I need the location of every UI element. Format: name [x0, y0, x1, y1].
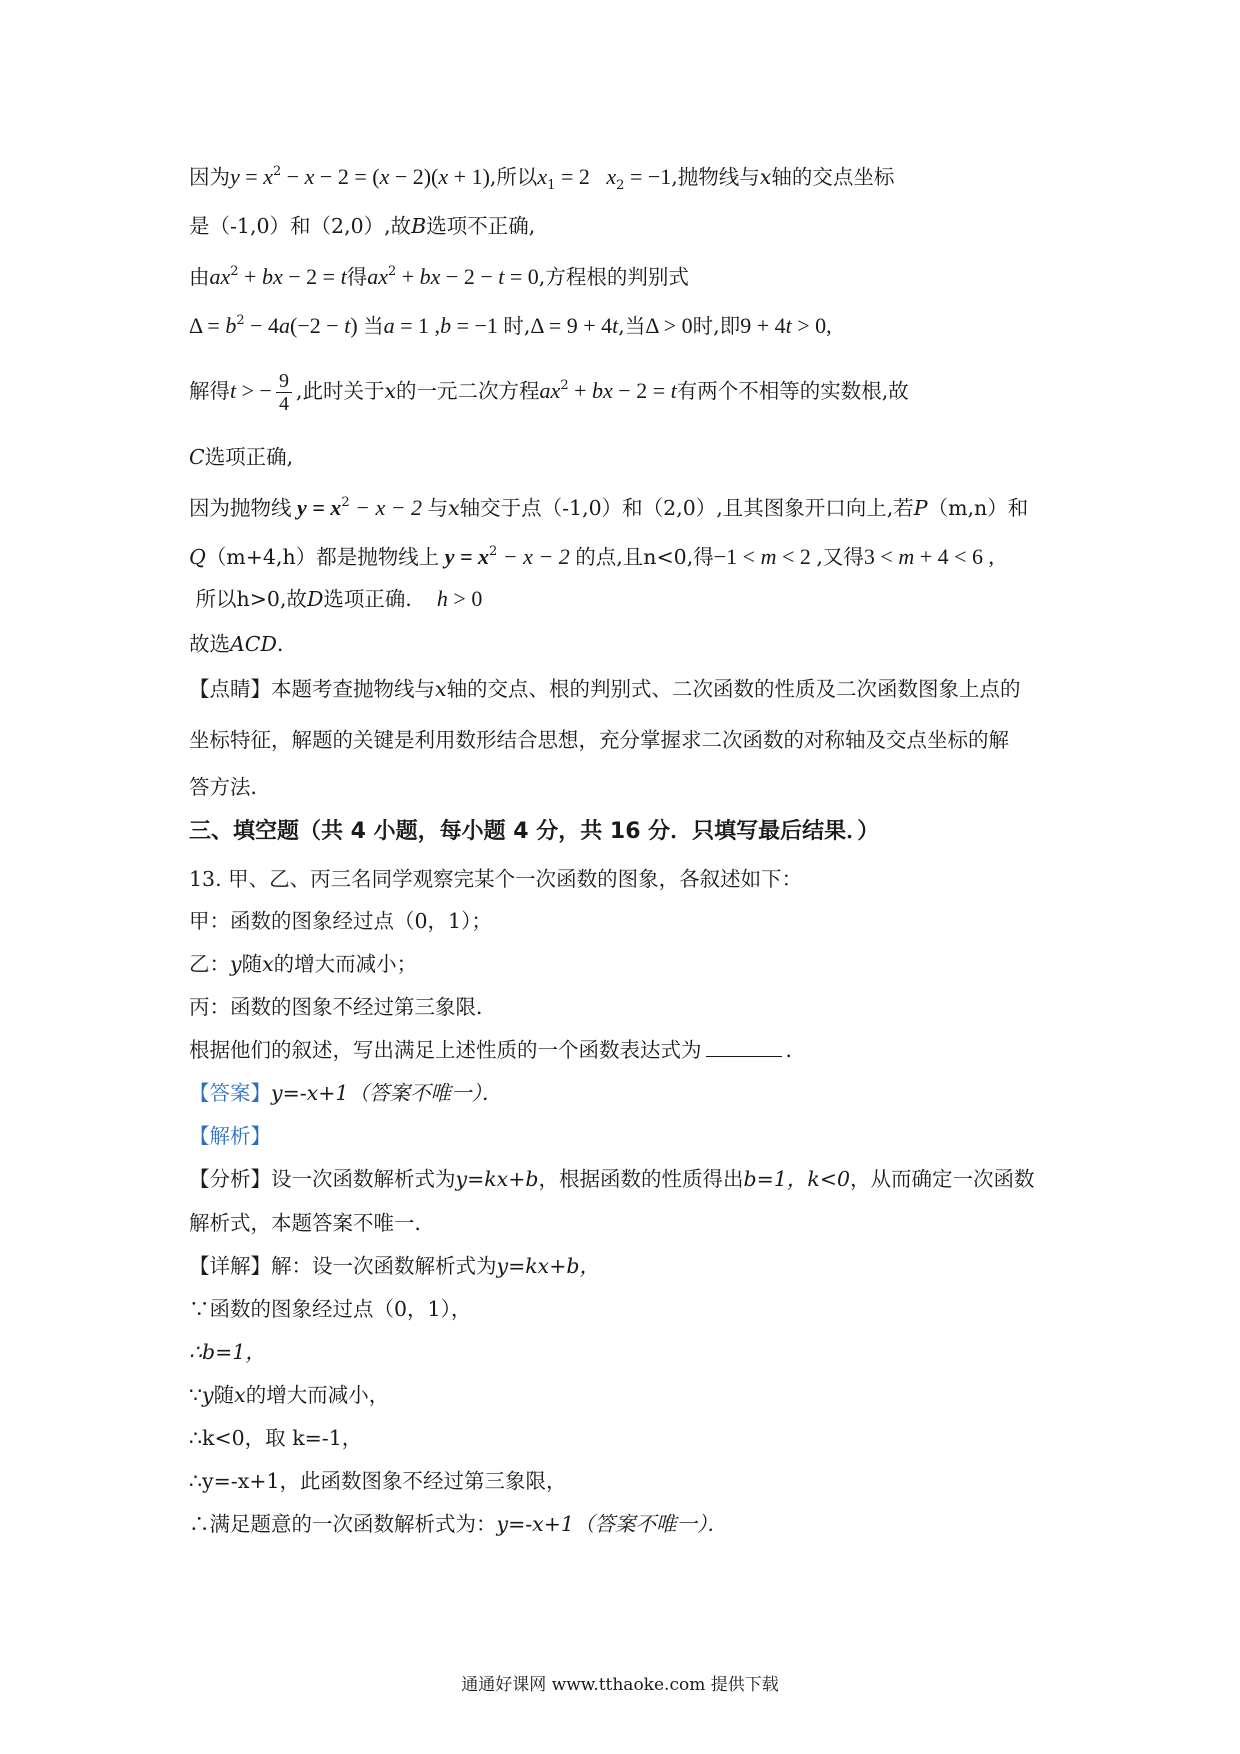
step-2	[189, 1338, 1059, 1366]
math-expr: t	[612, 313, 619, 338]
text: ．	[276, 632, 298, 656]
math-expr: 2	[616, 178, 625, 193]
math-expr: 2	[489, 544, 498, 559]
math-expr: b	[225, 313, 237, 338]
answer-label: 【答案】	[189, 1081, 271, 1105]
math-expr: −	[281, 164, 305, 189]
math-expr: t	[498, 264, 505, 289]
step-4	[189, 1424, 1059, 1452]
text: 时,	[503, 314, 531, 338]
text: 三、填空题（共 4 小题，每小题 4 分，共 16 分．只填写最后结果．）	[189, 819, 880, 844]
solution-line-3	[189, 258, 1059, 291]
text: x	[262, 952, 274, 976]
fenxi-line-2	[189, 1209, 1059, 1237]
math-expr: − 2 = (	[314, 164, 380, 189]
text: ∴y=-x+1，此函数图象不经过第三象限，	[189, 1469, 567, 1493]
text: x	[759, 165, 772, 189]
math-expr: 2	[387, 264, 397, 279]
question-13	[189, 865, 1059, 893]
step-5	[189, 1467, 1059, 1495]
text: x	[234, 1383, 246, 1407]
text: ．	[785, 1038, 806, 1062]
math-expr: y = x	[439, 544, 490, 569]
math-expr: +	[568, 378, 593, 403]
math-expr: 2	[230, 264, 239, 279]
math-expr: > 0	[447, 586, 483, 611]
text: 的点,且	[575, 545, 644, 569]
text: ,所以	[489, 165, 538, 189]
math-expr: t	[230, 378, 237, 403]
statement-yi	[189, 950, 1059, 978]
math-expr: bx	[261, 264, 283, 289]
text: ∵函数的图象经过点（0，1），	[189, 1297, 472, 1321]
solution-line-1	[189, 158, 1059, 200]
solution-line-6	[189, 443, 1059, 471]
text: 因为	[189, 165, 230, 189]
text: 选项不正确,	[426, 214, 536, 238]
math-expr: Δ > 0	[645, 313, 693, 338]
math-expr: ax	[209, 264, 231, 289]
math-expr: 2	[560, 378, 569, 393]
text: 【点睛】本题考查抛物线与	[189, 677, 435, 701]
text: 的增大而减小，	[245, 1383, 390, 1407]
math-expr: Δ = 9 + 4	[530, 313, 613, 338]
text: y	[202, 1383, 214, 1407]
math-expr: x	[438, 164, 449, 189]
math-expr: bx	[592, 378, 613, 403]
math-expr: x	[304, 164, 315, 189]
math-expr: =	[239, 164, 264, 189]
text: P	[913, 496, 928, 520]
text: y=-x+1（答案不唯一）．	[496, 1512, 728, 1536]
text: D	[306, 587, 324, 611]
text: 甲：函数的图象经过点（0，1）；	[189, 909, 492, 933]
step-6	[189, 1510, 1059, 1538]
math-expr: ax	[367, 264, 388, 289]
answer-blank	[706, 1038, 782, 1057]
math-expr: 3 <	[863, 544, 899, 569]
text: 时,即	[692, 314, 741, 338]
step-1	[189, 1295, 1059, 1323]
math-expr: +	[238, 264, 262, 289]
text: y=kx+b	[455, 1167, 539, 1191]
math-expr: 2	[236, 313, 245, 328]
text: ，从而确定一次函数	[850, 1167, 1035, 1191]
solution-line-9	[189, 585, 1059, 613]
text: 答方法．	[189, 775, 271, 799]
math-expr: bx	[419, 264, 441, 289]
text: ∵	[189, 1383, 203, 1407]
dianjing-line-1	[189, 675, 1059, 703]
math-expr: t	[340, 264, 347, 289]
math-expr: t	[785, 313, 792, 338]
analysis-label: 【解析】	[189, 1124, 271, 1148]
math-expr: )	[350, 313, 364, 338]
solution-line-7	[189, 489, 1059, 522]
text: ,当	[618, 314, 646, 338]
math-expr: − 2 =	[612, 378, 671, 403]
math-expr: −1 <	[713, 544, 761, 569]
answer-line	[189, 1079, 1059, 1107]
text: ,又得	[816, 545, 864, 569]
text: 【详解】解：设一次函数解析式为	[189, 1254, 497, 1278]
dianjing-line-3	[189, 773, 1059, 801]
math-expr: (−2 −	[290, 313, 345, 338]
math-expr: = 1 ,	[394, 313, 441, 338]
text: ∴k<0，取 k=-1，	[189, 1426, 363, 1450]
text: 的增大而减小；	[273, 952, 418, 976]
math-expr: m	[760, 544, 777, 569]
text: （m,n）和	[927, 496, 1029, 520]
text: 由	[189, 265, 210, 289]
math-expr: 2	[341, 495, 350, 510]
text: x	[384, 379, 397, 403]
xiangjie-line-1	[189, 1252, 1059, 1280]
text: ,抛物线与	[671, 165, 760, 189]
math-expr: +	[396, 264, 420, 289]
text: ∴b=1，	[189, 1340, 266, 1364]
text: h>0,故	[236, 587, 307, 611]
text: 13. 甲、乙、丙三名同学观察完某个一次函数的图象，各叙述如下：	[189, 867, 803, 891]
text: 选项正确,	[204, 445, 294, 469]
text: 丙：函数的图象不经过第三象限．	[189, 995, 497, 1019]
text: B	[411, 214, 427, 238]
math-expr: = −1	[451, 313, 504, 338]
math-expr: > 0,	[791, 313, 832, 338]
solution-line-8	[189, 538, 1059, 571]
text: 随	[241, 952, 263, 976]
math-expr: < 2	[776, 544, 817, 569]
math-expr: 9 + 4	[740, 313, 786, 338]
math-expr: − 2)(	[389, 164, 439, 189]
math-expr: ax	[539, 378, 561, 403]
math-expr	[426, 586, 437, 611]
math-expr: a	[279, 313, 291, 338]
math-expr: 9	[276, 370, 292, 393]
text: 坐标特征，解题的关键是利用数形结合思想，充分掌握求二次函数的对称轴及交点坐标的解	[189, 728, 1009, 752]
text: 选项正确．	[323, 587, 426, 611]
text: x	[435, 677, 447, 701]
math-expr: = 0	[504, 264, 539, 289]
page-footer: 通通好课网 www.tthaoke.com 提供下载	[461, 1675, 779, 1695]
math-expr: a	[383, 313, 395, 338]
math-expr: y = x	[291, 495, 342, 520]
math-expr: b	[440, 313, 452, 338]
text: ,方程根的判别式	[538, 265, 689, 289]
solution-line-10	[189, 630, 1059, 658]
analysis-label-line	[189, 1122, 1059, 1150]
text: ，根据函数的性质得出	[538, 1167, 744, 1191]
text: ACD	[230, 632, 277, 656]
math-expr: x	[606, 164, 617, 189]
text: 有两个不相等的实数根,故	[676, 379, 909, 403]
section-heading	[189, 818, 1059, 846]
math-expr: = −1	[624, 164, 672, 189]
text: 的一元二次方程	[396, 379, 540, 403]
math-expr: t	[344, 313, 351, 338]
text: C	[189, 445, 205, 469]
math-expr: h	[436, 586, 448, 611]
solution-line-2	[189, 212, 1059, 240]
text: 得	[346, 265, 368, 289]
text: x	[448, 496, 460, 520]
statement-bing	[189, 993, 1059, 1021]
math-expr: − 2 −	[440, 264, 499, 289]
text: ,此时关于	[295, 379, 385, 403]
text: 随	[213, 1383, 235, 1407]
text: 【分析】设一次函数解析式为	[189, 1167, 456, 1191]
step-3	[189, 1381, 1059, 1409]
solution-line-5	[189, 370, 1059, 415]
text: b=1，k<0	[743, 1167, 851, 1191]
math-expr: − x − 2	[497, 544, 576, 569]
math-expr: + 1)	[448, 164, 490, 189]
math-expr: Δ =	[189, 313, 226, 338]
text: 根据他们的叙述，写出满足上述性质的一个函数表达式为	[189, 1038, 702, 1062]
math-expr: m	[898, 544, 915, 569]
text: 轴的交点坐标	[771, 165, 895, 189]
text: 轴交于点（-1,0）和（2,0）,且其图象开口向上,若	[459, 496, 914, 520]
math-expr: > −	[236, 378, 272, 403]
answer-text: y=-x+1（答案不唯一）．	[271, 1081, 503, 1105]
text: 乙：	[189, 952, 230, 976]
math-expr: + 4 < 6 ,	[914, 544, 995, 569]
math-expr: = 2	[555, 164, 607, 189]
text: （m+4,h）都是抛物线上	[205, 545, 440, 569]
dianjing-line-2	[189, 726, 1059, 754]
fraction-nine-quarters	[276, 370, 292, 415]
text: 所以	[195, 587, 237, 611]
text: n<0,得	[643, 545, 714, 569]
math-expr: y	[230, 164, 240, 189]
text: 故选	[189, 632, 230, 656]
fenxi-line-1	[189, 1165, 1059, 1193]
math-expr: − x − 2	[349, 495, 428, 520]
math-expr: x	[537, 164, 548, 189]
text: 是（-1,0）和（2,0）,故	[189, 214, 412, 238]
text: 因为抛物线	[189, 496, 292, 520]
text: 解析式，本题答案不唯一．	[189, 1211, 435, 1235]
text: 解得	[189, 379, 230, 403]
math-expr: x	[379, 164, 390, 189]
math-expr: t	[670, 378, 677, 403]
math-expr: − 2 =	[282, 264, 341, 289]
question-prompt	[189, 1036, 1059, 1064]
text: y=kx+b，	[496, 1254, 601, 1278]
text: ∴满足题意的一次函数解析式为：	[189, 1512, 497, 1536]
math-expr: − 4	[244, 313, 280, 338]
text: y	[230, 952, 242, 976]
statement-jia	[189, 907, 1059, 935]
text: 与	[427, 496, 449, 520]
math-expr: x	[263, 164, 273, 189]
text: Q	[189, 545, 206, 569]
text: 当	[363, 314, 384, 338]
text: 轴的交点、根的判别式、二次函数的性质及二次函数图象上点的	[446, 677, 1021, 701]
math-expr: 1	[547, 178, 556, 193]
solution-line-4	[189, 307, 1059, 340]
math-expr: 2	[272, 164, 282, 179]
math-expr: 4	[278, 393, 289, 415]
